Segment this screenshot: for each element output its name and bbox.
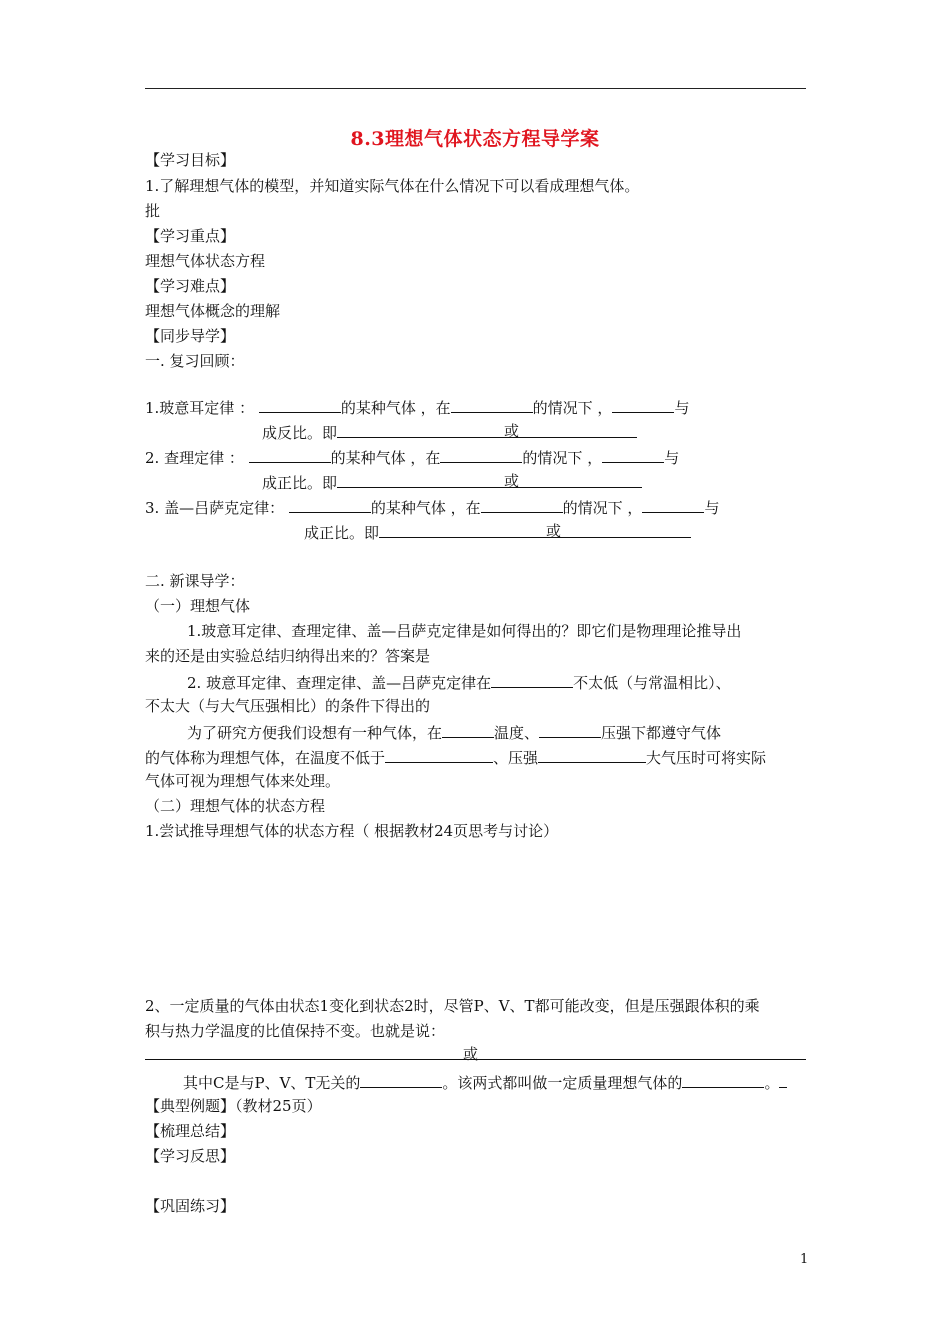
or-label: 或 bbox=[504, 422, 520, 440]
fill-blank[interactable] bbox=[451, 396, 533, 413]
goal-item-1: 1.了解理想气体的模型，并知道实际气体在什么情况下可以看成理想气体。 bbox=[145, 177, 640, 195]
gay-lussac-formula-line: 成正比。即 bbox=[304, 521, 691, 543]
question-2-line-2: 不太大（与大气压强相比）的条件下得出的 bbox=[145, 697, 431, 715]
practice-heading: 【巩固练习】 bbox=[145, 1197, 236, 1215]
page-title: 8.3理想气体状态方程导学案 bbox=[350, 128, 600, 150]
fill-blank[interactable] bbox=[612, 396, 674, 413]
constant-line: 其中C是与P、V、T无关的 。该两式都叫做一定质量理想气体的 。 bbox=[183, 1071, 787, 1093]
fill-blank[interactable] bbox=[259, 396, 341, 413]
fill-blank[interactable] bbox=[539, 721, 601, 738]
fill-blank[interactable] bbox=[360, 1071, 442, 1088]
boyle-formula-line: 成反比。即 bbox=[262, 421, 637, 443]
boyle-line: 1.玻意耳定律 ： 的某种气体 ，在 的情况下 ， 与 bbox=[145, 396, 689, 418]
fill-blank[interactable] bbox=[289, 496, 371, 513]
question-5-line-1: 2、一定质量的气体由状态1变化到状态2时，尽管P、V、T都可能改变，但是压强跟体积的乘 bbox=[145, 997, 760, 1015]
reflection-heading: 【学习反思】 bbox=[145, 1147, 236, 1165]
formula-blank[interactable] bbox=[379, 521, 691, 538]
pi-char: 批 bbox=[145, 202, 161, 220]
subsection-state-equation: （二）理想气体的状态方程 bbox=[145, 797, 326, 815]
gay-lussac-label: 3. 盖—吕萨克定律： bbox=[145, 499, 285, 517]
key-text: 理想气体状态方程 bbox=[145, 252, 266, 270]
question-1-line-2: 来的还是由实验总结归纳得出来的？答案是 bbox=[145, 647, 431, 665]
question-4: 1.尝试推导理想气体的状态方程（ 根据教材24页思考与讨论） bbox=[145, 822, 559, 840]
fill-blank[interactable] bbox=[491, 671, 573, 688]
or-label: 或 bbox=[546, 522, 562, 540]
review-heading: 一. 复习回顾： bbox=[145, 352, 245, 370]
new-lesson-heading: 二. 新课导学： bbox=[145, 572, 245, 590]
fill-blank[interactable] bbox=[481, 496, 563, 513]
fill-blank[interactable] bbox=[602, 446, 664, 463]
example-heading: 【典型例题】（教材25页） bbox=[145, 1097, 322, 1115]
fill-blank[interactable] bbox=[642, 496, 704, 513]
goal-heading: 【学习目标】 bbox=[145, 151, 236, 169]
question-5-line-2: 积与热力学温度的比值保持不变。也就是说： bbox=[145, 1022, 446, 1040]
subsection-ideal-gas: （一）理想气体 bbox=[145, 597, 251, 615]
fill-blank[interactable] bbox=[385, 746, 493, 763]
fill-blank[interactable] bbox=[682, 1071, 764, 1088]
ideal-gas-def-line-3: 气体可视为理想气体来处理。 bbox=[145, 772, 341, 790]
question-2-line-1: 2. 玻意耳定律、查理定律、盖—吕萨克定律在 不太低（与常温相比）、 bbox=[187, 671, 731, 693]
difficulty-text: 理想气体概念的理解 bbox=[145, 302, 281, 320]
formula-blank[interactable] bbox=[337, 471, 642, 488]
header-rule bbox=[145, 88, 806, 89]
or-label: 或 bbox=[463, 1045, 479, 1063]
or-label: 或 bbox=[504, 472, 520, 490]
page-number: 1 bbox=[800, 1252, 809, 1267]
charles-line: 2. 查理定律 ： 的某种气体 ，在 的情况下 ， 与 bbox=[145, 446, 679, 468]
gay-lussac-line: 3. 盖—吕萨克定律： 的某种气体 ，在 的情况下 ， 与 bbox=[145, 496, 719, 518]
charles-label: 2. 查理定律 ： bbox=[145, 449, 244, 467]
key-heading: 【学习重点】 bbox=[145, 227, 236, 245]
fill-blank[interactable] bbox=[538, 746, 646, 763]
fill-blank[interactable] bbox=[440, 446, 522, 463]
charles-formula-line: 成正比。即 bbox=[262, 471, 642, 493]
sync-heading: 【同步导学】 bbox=[145, 327, 236, 345]
formula-blank[interactable] bbox=[337, 421, 637, 438]
fill-blank[interactable] bbox=[442, 721, 494, 738]
boyle-label: 1.玻意耳定律 ： bbox=[145, 399, 255, 417]
summary-heading: 【梳理总结】 bbox=[145, 1122, 236, 1140]
ideal-gas-def-line-1: 为了研究方便我们设想有一种气体，在 温度、 压强下都遵守气体 bbox=[187, 721, 721, 743]
ideal-gas-def-line-2: 的气体称为理想气体，在温度不低于 、压强 大气压时可将实际 bbox=[145, 746, 766, 768]
difficulty-heading: 【学习难点】 bbox=[145, 277, 236, 295]
question-1-line-1: 1.玻意耳定律、查理定律、盖—吕萨克定律是如何得出的？即它们是物理理论推导出 bbox=[187, 622, 742, 640]
trailing-underline bbox=[779, 1071, 787, 1088]
fill-blank[interactable] bbox=[249, 446, 331, 463]
